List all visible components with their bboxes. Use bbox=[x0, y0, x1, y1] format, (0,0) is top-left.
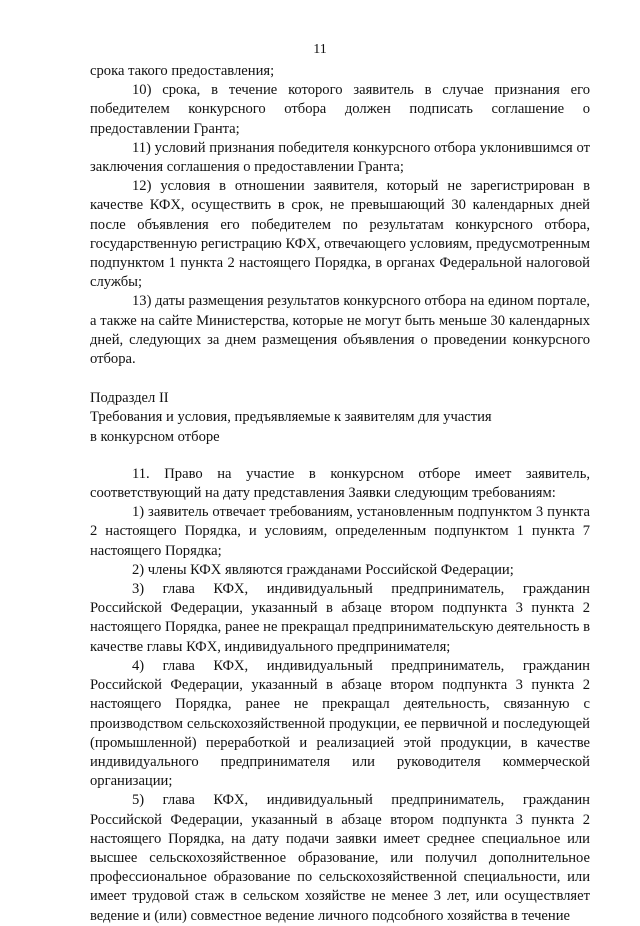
paragraph: 12) условия в отношении заявителя, который не зарегистрирован в качестве КФХ, осуществить в срок, не превышающий 30 календарных дней после объявления его победителем по результатам конкурсного отбора, государственную регистрацию КФХ, отвечающего условиям, предусмотренным подпунктом 1 пункта 2 настоящего Порядка, в органах Федеральной налоговой службы; bbox=[90, 178, 590, 291]
paragraph: 2) члены КФХ являются гражданами Российской Федерации; bbox=[132, 561, 514, 578]
paragraph: 10) срока, в течение которого заявитель в случае признания его победителем конкурсного отбора должен подписать соглашение о предоставлении Гранта; bbox=[90, 82, 590, 137]
document-body bbox=[90, 62, 590, 926]
paragraph: 3) глава КФХ, индивидуальный предприниматель, гражданин Российской Федерации, указанный в абзаце втором подпункта 3 пункта 2 настоящего Порядка, ранее не прекращал предпринимательскую деятельность в качестве главы КФХ, индивидуального предпринимателя; bbox=[90, 581, 590, 655]
paragraph: 5) глава КФХ, индивидуальный предприниматель, гражданин Российской Федерации, указанный в абзаце втором подпункта 3 пункта 2 настоящего Порядка, на дату подачи заявки имеет среднее специальное или высшее сельскохозяйственное образование, или получил дополнительное профессиональное образование по сельскохозяйственной специальности, или имеет трудовой стаж в сельском хозяйстве не менее 3 лет, или осуществляет ведение и (или) совместное ведение личного подсобного хозяйства в течение bbox=[90, 792, 590, 924]
paragraph: 1) заявитель отвечает требованиям, установленным подпунктом 3 пункта 2 настоящего Порядка, и условиям, определенным подпунктом 1 пункта 7 настоящего Порядка; bbox=[90, 504, 590, 559]
spacer bbox=[90, 369, 590, 389]
paragraph: 11) условий признания победителя конкурсного отбора уклонившимся от заключения соглашения о предоставлении Гранта; bbox=[90, 139, 590, 176]
subsection-label: Подраздел II bbox=[90, 390, 169, 407]
paragraph: 4) глава КФХ, индивидуальный предприниматель, гражданин Российской Федерации, указанный в абзаце втором подпункта 3 пункта 2 настоящего Порядка, ранее не прекращал деятельность, связанную с производством сельскохозяйственной продукции, ее первичной и последующей (промышленной) переработкой и реализацией этой продукции, в качестве индивидуального предпринимателя или руководителя коммерческой организации; bbox=[90, 657, 590, 790]
paragraph: 11. Право на участие в конкурсном отборе имеет заявитель, соответствующий на дату представления Заявки следующим требованиям: bbox=[90, 465, 590, 502]
subsection-title-line-1: Требования и условия, предъявляемые к заявителям для участия bbox=[90, 409, 492, 426]
subsection-title-line-2: в конкурсном отборе bbox=[90, 428, 220, 445]
spacer bbox=[90, 447, 590, 465]
paragraph: 13) даты размещения результатов конкурсного отбора на едином портале, а также на сайте Министерства, которые не могут быть меньше 30 календарных дней, следующих за днем размещения объявления о проведении конкурсного отбора. bbox=[90, 293, 590, 368]
paragraph: срока такого предоставления; bbox=[90, 63, 275, 79]
page-number: 11 bbox=[313, 42, 327, 57]
